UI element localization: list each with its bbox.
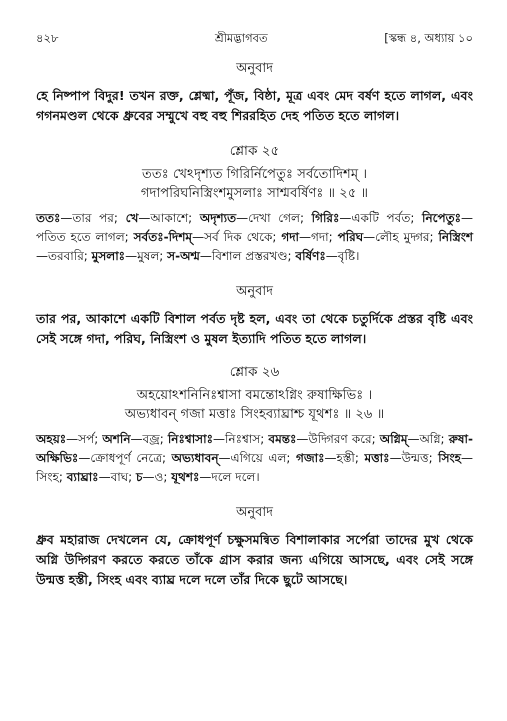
synonym-meaning: —এগিয়ে এল; bbox=[218, 451, 296, 465]
synonym-word: নিঃশ্বাসাঃ bbox=[167, 432, 213, 446]
verse-title-26: শ্লোক ২৬ bbox=[229, 364, 280, 380]
synonym-word: অভ্যধাবন্ bbox=[171, 451, 219, 465]
synonym-word: বর্ষিণঃ bbox=[295, 249, 326, 263]
synonym-word: অগ্নিম্ bbox=[379, 432, 408, 446]
synonym-word: খে bbox=[125, 211, 139, 225]
verse-25 bbox=[36, 140, 473, 203]
chapter-reference: [স্কন্ধ ৪, অধ্যায় ১০ bbox=[384, 31, 473, 45]
translation-heading-2: অনুবাদ bbox=[236, 284, 273, 299]
synonym-meaning: —দলে দলে। bbox=[199, 470, 260, 484]
translation-heading-3: অনুবাদ bbox=[236, 505, 273, 520]
synonym-meaning: —গদা; bbox=[299, 230, 338, 244]
synonym-word: স-অশ্ম bbox=[167, 249, 200, 263]
synonym-meaning: —হস্তী; bbox=[324, 451, 365, 465]
synonym-meaning: —নিঃশ্বাস; bbox=[212, 432, 269, 446]
page-header bbox=[36, 30, 473, 49]
synonym-meaning: —আকাশে; bbox=[138, 211, 200, 225]
synonym-word: গদা bbox=[281, 230, 299, 244]
synonym-word: গিরিঃ bbox=[311, 211, 340, 225]
synonym-meaning: —তার পর; bbox=[60, 211, 126, 225]
synonym-word: পরিঘ bbox=[337, 230, 364, 244]
synonym-meaning: —উদ্গিরণ করে; bbox=[296, 432, 380, 446]
verse-25-line-2: গদাপরিঘনিস্ত্রিংশমুসলাঃ সাশ্মবর্ষিণঃ ॥ ২৫ ॥ bbox=[140, 186, 369, 201]
synonym-meaning: —বজ্র; bbox=[130, 432, 168, 446]
translation-text-1: হে নিষ্পাপ বিদুর! তখন রক্ত, শ্লেষ্মা, পূঁজ, বিষ্ঠা, মূত্র এবং মেদ বর্ষণ হতে লাগল, এবং গগনমণ্ডল থেকে ধ্রুবের সম্মুখে বহু বহু শিররহিত দেহ পতিত হতে লাগল। bbox=[36, 88, 473, 123]
synonym-word: অহয়ঃ bbox=[36, 432, 67, 446]
synonym-word: মত্তাঃ bbox=[364, 451, 390, 465]
synonym-meaning: —ক্রোধপূর্ণ নেত্রে; bbox=[78, 451, 172, 465]
verse-26 bbox=[36, 361, 473, 424]
synonym-word: যূথশঃ bbox=[171, 470, 200, 484]
synonym-word: মুসলাঃ bbox=[91, 249, 126, 263]
synonym-word: চ bbox=[136, 470, 143, 484]
translation-text-3: ধ্রুব মহারাজ দেখলেন যে, ক্রোধপূর্ণ চক্ষুসমন্বিত বিশালাকার সর্পেরা তাদের মুখ থেকে অগ্নি উদ্গিরণ করতে করতে তাঁকে গ্রাস করার জন্য এগিয়ে আসছে, এবং সেই সঙ্গে উন্মত্ত হস্তী, সিংহ এবং ব্যাঘ্র দলে দলে তাঁর দিকে ছুটে আসছে। bbox=[36, 532, 473, 587]
verse-25-line-1: ততঃ খেঽদৃশ্যত গিরির্নিপেতুঃ সর্বতোদিশম্ । bbox=[141, 167, 368, 182]
synonym-word: গজাঃ bbox=[296, 451, 325, 465]
synonym-word: অদৃশ্যত bbox=[199, 211, 237, 225]
verse-26-line-1: অহয়োঽশনিনিঃশ্বাসা বমন্তোঽগ্নিং রুষাক্ষিভিঃ । bbox=[136, 388, 373, 403]
synonym-word: নিপেতুঃ bbox=[422, 211, 461, 225]
synonym-word: রুষা-অক্ষিভিঃ bbox=[36, 432, 473, 465]
synonym-word: ব্যাঘ্রাঃ bbox=[66, 470, 99, 484]
synonym-word: অশনি bbox=[102, 432, 131, 446]
synonym-word: সর্বতঃ-দিশম্ bbox=[133, 230, 193, 244]
book-title: শ্রীমদ্ভাগবত bbox=[214, 31, 268, 45]
synonym-meaning: —একটি পর্বত; bbox=[339, 211, 423, 225]
page-number: ৪২৮ bbox=[36, 31, 59, 45]
synonym-word: সিংহ bbox=[438, 451, 461, 465]
synonym-meaning: —সিংহ; bbox=[36, 451, 473, 484]
synonym-meaning: —পতিত হতে লাগল; bbox=[36, 211, 473, 244]
synonym-meaning: —ও; bbox=[142, 470, 172, 484]
synonyms-26 bbox=[36, 430, 473, 487]
synonym-meaning: —বিশাল প্রস্তরখণ্ড; bbox=[199, 249, 296, 263]
synonyms-25 bbox=[36, 209, 473, 266]
translation-heading-1: অনুবাদ bbox=[236, 61, 273, 76]
synonym-meaning: —লৌহ মুদ্গর; bbox=[363, 230, 439, 244]
synonym-meaning: —উন্মত্ত; bbox=[389, 451, 439, 465]
verse-26-line-2: অভ্যধাবন্ গজা মত্তাঃ সিংহব্যাঘ্রাশ্চ যূথশঃ ॥ ২৬ ॥ bbox=[124, 407, 385, 422]
synonym-word: ততঃ bbox=[36, 211, 61, 225]
synonym-meaning: —সর্প; bbox=[66, 432, 103, 446]
synonym-meaning: —সর্ব দিক থেকে; bbox=[192, 230, 282, 244]
synonym-word: নিস্ত্রিংশ bbox=[438, 230, 473, 244]
translation-text-2: তার পর, আকাশে একটি বিশাল পর্বত দৃষ্ট হল, এবং তা থেকে চতুর্দিকে প্রস্তর বৃষ্টি এবং সেই সঙ্গে গদা, পরিঘ, নিস্ত্রিংশ ও মুষল ইত্যাদি পতিত হতে লাগল। bbox=[36, 311, 473, 346]
synonym-meaning: —দেখা গেল; bbox=[236, 211, 312, 225]
synonym-meaning: —তরবারি; bbox=[36, 249, 92, 263]
synonym-meaning: —অগ্নি; bbox=[407, 432, 449, 446]
synonym-meaning: —বাঘ; bbox=[98, 470, 137, 484]
verse-title-25: শ্লোক ২৫ bbox=[229, 143, 280, 159]
synonym-word: বমন্তঃ bbox=[268, 432, 297, 446]
synonym-meaning: —বৃষ্টি। bbox=[325, 249, 360, 263]
synonym-meaning: —মুষল; bbox=[125, 249, 168, 263]
